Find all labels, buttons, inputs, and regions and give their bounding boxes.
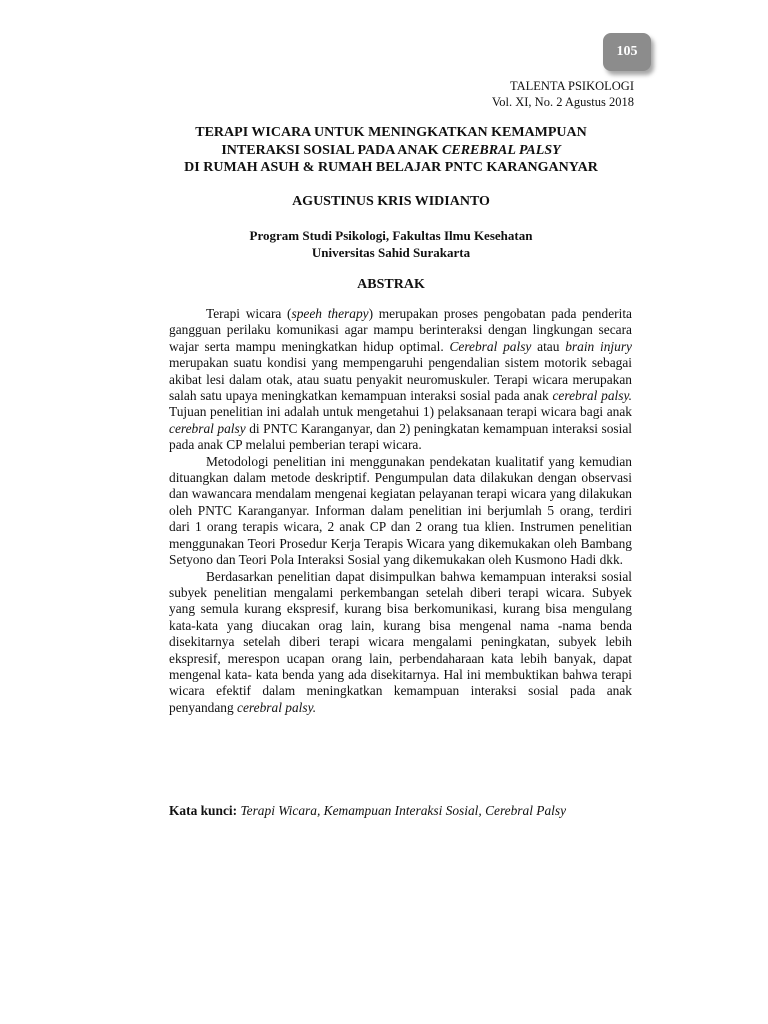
page-number-badge: 105 [603, 33, 651, 71]
affiliation-line-2: Universitas Sahid Surakarta [311, 245, 471, 260]
title-line-1: TERAPI WICARA UNTUK MENINGKATKAN KEMAMPUAN [195, 125, 587, 140]
keywords [169, 803, 632, 819]
text-run: di PNTC Karanganyar, dan 2) peningkatan kemampuan interaksi sosial pada anak CP melalui pemberian terapi wicara. [169, 420, 633, 453]
text-run: ) merupakan proses pengobatan pada penderita gangguan perilaku komunikasi agar mampu berinteraksi dengan lingkungan secara wajar serta mampu meningkatkan hidup optimal. [169, 306, 632, 354]
title-line-2-text: INTERAKSI SOSIAL PADA ANAK [221, 142, 443, 158]
title-line-2 [150, 142, 632, 160]
title-line-3: DI RUMAH ASUH & RUMAH BELAJAR PNTC KARANGANYAR [184, 160, 598, 175]
text-run: Berdasarkan penelitian dapat disimpulkan bahwa kemampuan interaksi sosial subyek penelitian mengalami perkembangan setelah diberi terapi wicara. Subyek yang semula kurang ekspresif, kurang bisa berkomunikasi, kurang bisa mengulang kata-kata yang diucakan orag lain, kurang bisa mengenal nama -nama benda disekitarnya setelah diberi terapi wicara mengalami peningkatan, subyek lebih ekspresif, merespon ucapan orang lain, perbendaharaan kata lebih banyak, dapat mengenal kata- kata benda yang ada disekitarnya. Hal ini membuktikan bahwa terapi wicara efektif dalam meningkatkan kemampuan interaksi sosial pada anak penyandang [169, 568, 632, 715]
keywords-value: Terapi Wicara, Kemampuan Interaksi Sosial, Cerebral Palsy [240, 803, 567, 818]
abstract-paragraph-1 [169, 306, 632, 454]
title-line-2-italic: CEREBRAL PALSY [442, 142, 561, 158]
abstract-paragraph-2: Metodologi penelitian ini menggunakan pendekatan kualitatif yang kemudian dituangkan dalam metode deskriptif. Pengumpulan data dilakukan dengan observasi dan wawancara mendalam mengenai kegiatan pelayanan terapi wicara yang dilakukan oleh PNTC Karanganyar. Informan dalam penelitian ini berjumlah 5 orang, terdiri dari 1 orang terapis wicara, 2 anak CP dan 2 orang tua klien. Instrumen penelitian menggunakan Teori Prosedur Kerja Terapis Wicara yang dikemukakan oleh Bambang Setyono dan Teori Pola Interaksi Sosial yang dikemukakan oleh Kusmono Hadi dkk. [169, 453, 632, 568]
author-name: AGUSTINUS KRIS WIDIANTO [292, 194, 490, 209]
text-run: Terapi wicara ( [206, 306, 292, 321]
abstract-paragraph-3 [169, 569, 632, 717]
journal-name: TALENTA PSIKOLOGI [509, 79, 634, 93]
italic-term: speeh therapy [291, 306, 369, 321]
italic-term: brain injury [565, 338, 632, 354]
text-run: atau [531, 338, 566, 354]
journal-issue: Vol. XI, No. 2 Agustus 2018 [491, 95, 634, 109]
affiliation [150, 227, 632, 261]
keywords-label: Kata kunci: [169, 803, 238, 818]
abstract-heading: ABSTRAK [357, 277, 425, 292]
italic-term: Cerebral palsy [449, 338, 532, 354]
text-run: Tujuan penelitian ini adalah untuk mengetahui 1) pelaksanaan terapi wicara bagi anak [169, 404, 632, 420]
italic-term: cerebral palsy [169, 420, 246, 436]
journal-header [492, 78, 634, 110]
abstract-body [169, 306, 632, 716]
italic-term: cerebral palsy. [237, 699, 317, 715]
affiliation-line-1: Program Studi Psikologi, Fakultas Ilmu Kesehatan [249, 228, 533, 243]
text-run: merupakan suatu kondisi yang mempengaruhi pengendalian sistem motorik sebagai akibat lesi dalam otak, atau suatu penyakit neuromuskuler. Terapi wicara merupakan salah satu upaya meningkatkan kemampuan interaksi sosial pada anak [169, 355, 632, 404]
paper-title [150, 124, 632, 177]
italic-term: cerebral palsy. [552, 388, 632, 404]
